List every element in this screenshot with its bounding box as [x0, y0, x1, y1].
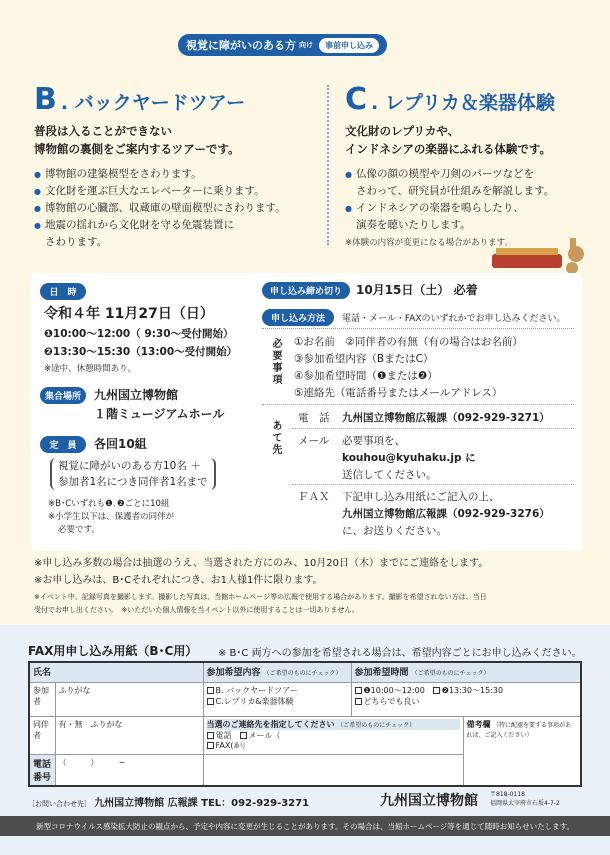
- list-item-continued: さわって、研究員が仕組みを解説します。: [356, 185, 555, 197]
- meeting-place-label: 集合場所: [40, 387, 86, 404]
- remarks-label: 備考欄: [466, 719, 491, 729]
- option-c[interactable]: [207, 696, 348, 707]
- note-line: ※お申し込みは、B･Cそれぞれにつき、お1人様1件に限ります。: [34, 575, 323, 586]
- tour-b-lead: [34, 122, 240, 158]
- option-mail: メール（: [248, 730, 281, 740]
- required-item: ①お名前 ②同伴者の有無（有の場合はお名前）: [294, 336, 523, 348]
- time-label: 参加希望時間: [354, 668, 409, 678]
- content-header: [203, 662, 351, 682]
- fax-form-note: ※ B･C 両方への参加を希望される場合は、希望内容ごとにお申し込みください。: [218, 648, 582, 659]
- method-label: 申し込み方法: [262, 309, 334, 326]
- capacity-notes: [48, 498, 174, 537]
- tel-label: 電 話: [298, 412, 330, 424]
- phone-label: 電話番号: [29, 754, 55, 786]
- address: 福岡県太宰府市石坂4-7-2: [490, 800, 560, 807]
- name-header: [29, 662, 203, 682]
- tour-b-title-text: . バックヤードツアー: [60, 92, 246, 114]
- list-item: ● 地震の揺れから文化財を守る免震装置に: [34, 217, 286, 234]
- tour-c-title-text: . レプリカ＆楽器体験: [371, 92, 555, 114]
- checkbox[interactable]: [240, 732, 247, 739]
- audience-text: 視覚に障がいのある方: [186, 39, 296, 52]
- capacity: 各回10組: [94, 437, 147, 451]
- furigana-label: ふりがな: [90, 719, 123, 729]
- contact-options: [203, 716, 463, 754]
- address-label: あて先: [270, 420, 281, 456]
- checkbox[interactable]: [207, 687, 214, 694]
- list-item: ● 博物館の建築模型をさわります。: [34, 166, 286, 183]
- time-hint: （ご希望のものにチェック）: [411, 670, 490, 677]
- tel-contact: 九州国立博物館広報課（092-929-3271）: [342, 412, 550, 424]
- capacity-note: ※B･Cいずれも❶､❷ごとに10組: [48, 499, 170, 509]
- fax-line: 下記申し込み用紙にご記入の上、: [342, 491, 500, 503]
- list-item-continued: さわります。: [45, 236, 108, 248]
- general-notes: [34, 555, 594, 617]
- venue-hall: １階ミュージアムホール: [94, 407, 225, 421]
- time-options: [351, 682, 581, 716]
- time-slot-2: ❷13:30～15:30（13:00～受付開始）: [44, 346, 238, 358]
- fax-label: ＦＡＸ: [298, 491, 330, 503]
- checkbox[interactable]: [355, 698, 362, 705]
- required-item: ③参加希望内容（BまたはC）: [294, 353, 434, 365]
- remarks-hint: （特に配慮を要する事項があれば、ご記入ください）: [466, 721, 572, 739]
- tour-c-note: ※体験の内容が変更になる場合があります。: [345, 238, 513, 248]
- postal-code: 〒818-0118: [490, 791, 525, 798]
- time-slot-1: ❶10:00～12:00（ 9:30～受付開始）: [44, 328, 234, 340]
- deadline: 10月15日（土） 必着: [356, 283, 478, 297]
- venue-name: 九州国立博物館: [94, 388, 179, 402]
- content-label: 参加希望内容: [206, 668, 261, 678]
- tour-c-lead-line: インドネシアの楽器にふれる体験です。: [345, 142, 551, 156]
- list-item: ● 文化財を運ぶ巨大なエレベーターに乗ります。: [34, 183, 286, 200]
- inquiry-text: 九州国立博物館 広報課 TEL：092-929-3271: [94, 798, 310, 809]
- list-item: ● インドネシアの楽器を鳴らしたり、: [345, 200, 554, 217]
- museum-logo-text: 九州国立博物館: [380, 793, 478, 809]
- audience-badge: [178, 34, 387, 56]
- fax-form-title: FAX用申し込み用紙（B･C用）: [28, 644, 198, 658]
- content-options: [203, 682, 351, 716]
- required-item: ④参加希望時間（❶または❷）: [294, 370, 438, 382]
- footer-notice: 新型コロナウイルス感染拡大防止の観点から、予定や内容に変更が生じることがあります。その場合は、当館ホームページ等を通じて随時お知らせいたします。: [0, 816, 610, 836]
- event-date: 令和４年 11月27日（日）: [44, 306, 214, 322]
- deadline-label: 申し込み締め切り: [262, 282, 350, 299]
- checkbox[interactable]: [207, 732, 214, 739]
- required-items: [294, 334, 523, 402]
- option-any-time: どちらでも良い: [363, 696, 420, 706]
- mail-instructions: [342, 433, 476, 484]
- remarks-field[interactable]: [463, 716, 581, 786]
- capacity-detail: [50, 458, 216, 490]
- furigana-label: ふりがな: [58, 685, 91, 695]
- tour-c-bullets: [345, 166, 554, 234]
- tour-c-lead: [345, 122, 551, 158]
- option-time-1: ❶10:00～12:00: [363, 685, 425, 695]
- note-line: ※申し込み多数の場合は抽選のうえ、当選された方にのみ、10月20日（木）までにご連絡をします。: [34, 558, 489, 569]
- tour-c-lead-line: 文化財のレプリカや、: [345, 124, 460, 138]
- checkbox[interactable]: [355, 687, 362, 694]
- tour-c-title: [345, 82, 555, 117]
- option-time-2: ❷13:30～15:30: [441, 685, 504, 695]
- audience-suffix: 向け: [299, 41, 313, 49]
- time-header: [351, 662, 581, 682]
- tour-b-lead-line: 博物館の裏側をご案内するツアーです。: [34, 142, 240, 156]
- option-tel: 電話: [215, 730, 232, 740]
- note-line: ※イベント中、記録写真を撮影します。撮影した写真は、当館ホームページ等の広報で使用する場合があります。撮影を希望されない方は、当日: [34, 593, 487, 601]
- option-fax: FAX(: [215, 740, 234, 750]
- mail-label: メール: [298, 435, 330, 447]
- tour-c-letter: C: [345, 82, 368, 117]
- option-b[interactable]: [207, 685, 348, 696]
- contact-choice-label: 当選のご連絡先を指定してください: [206, 719, 335, 729]
- capacity-note: ※小学生以下は、保護者の同伴が: [48, 512, 175, 522]
- tour-b-letter: B: [34, 82, 57, 117]
- applicant-label: 参加者: [29, 682, 55, 716]
- divider: [292, 428, 574, 429]
- capacity-label: 定 員: [40, 436, 86, 453]
- list-item-continued: 演奏を聴いたりします。: [356, 219, 471, 231]
- method-text: 電話・メール・FAXのいずれかでお申し込みください。: [342, 314, 566, 324]
- fax-number-label: 番号: [233, 742, 246, 750]
- preregistration-pill: 事前申し込み: [319, 38, 379, 53]
- option-c-label: C.レプリカ&楽器体験: [215, 696, 294, 706]
- fax-application-form: [28, 661, 582, 787]
- tour-b-title: [34, 82, 245, 117]
- divider: [262, 328, 574, 329]
- inquiry-contact: [28, 794, 309, 809]
- fax-number: 九州国立博物館広報課（092-929-3276）: [342, 508, 550, 520]
- break-note: ※途中、休憩時間あり。: [44, 364, 137, 374]
- mail-line: 必要事項を、: [342, 435, 405, 447]
- mail-line: 送信してください。: [342, 469, 437, 481]
- applicant-name-field[interactable]: [55, 682, 203, 716]
- tour-b-lead-line: 普段は入ることができない: [34, 124, 172, 138]
- divider: [292, 484, 574, 485]
- required-item: ⑤連絡先（電話番号またはメールアドレス）: [294, 387, 503, 399]
- list-item: ● 博物館の心臓部、収蔵庫の壁面模型にさわります。: [34, 200, 286, 217]
- checkbox[interactable]: [207, 698, 214, 705]
- companion-label: 同伴者: [29, 716, 55, 754]
- mail-address[interactable]: kouhou@kyuhaku.jp に: [342, 452, 476, 464]
- column-divider: [327, 85, 329, 245]
- capacity-detail-line: 視覚に障がいのある方10名 ＋: [58, 460, 201, 472]
- name-label: 氏名: [33, 668, 52, 678]
- checkbox[interactable]: [207, 742, 214, 749]
- capacity-detail-line: 参加者1名につき同伴者1名まで: [58, 476, 208, 488]
- capacity-note: 必要です。: [58, 525, 100, 535]
- phone-field[interactable]: （ ） −: [55, 754, 203, 786]
- content-hint: （ご希望のものにチェック）: [263, 670, 342, 677]
- fax-instructions: [342, 489, 550, 540]
- museum-address: [490, 790, 560, 808]
- note-line: 受付でお申し出ください。 ※いただいた個人情報を当イベント以外に使用することは一切ありません。: [34, 606, 359, 614]
- required-items-label: 必要事項: [270, 338, 281, 386]
- yes-no-label: 有・無: [58, 719, 83, 729]
- companion-field[interactable]: [55, 716, 203, 754]
- inquiry-label: ［お問い合わせ先］: [28, 800, 91, 808]
- list-item: ● 仏像の顔の模型や刀剣のパーツなどを: [345, 166, 554, 183]
- divider: [262, 404, 574, 405]
- fax-line: に、お送りください。: [342, 525, 447, 537]
- tour-b-bullets: [34, 166, 286, 251]
- checkbox[interactable]: [433, 687, 440, 694]
- option-b-label: B. バックヤードツアー: [215, 685, 298, 695]
- contact-hint: （ご希望のものにチェック）: [337, 721, 416, 729]
- contact-blank: [203, 754, 463, 786]
- date-label: 日 時: [40, 283, 86, 300]
